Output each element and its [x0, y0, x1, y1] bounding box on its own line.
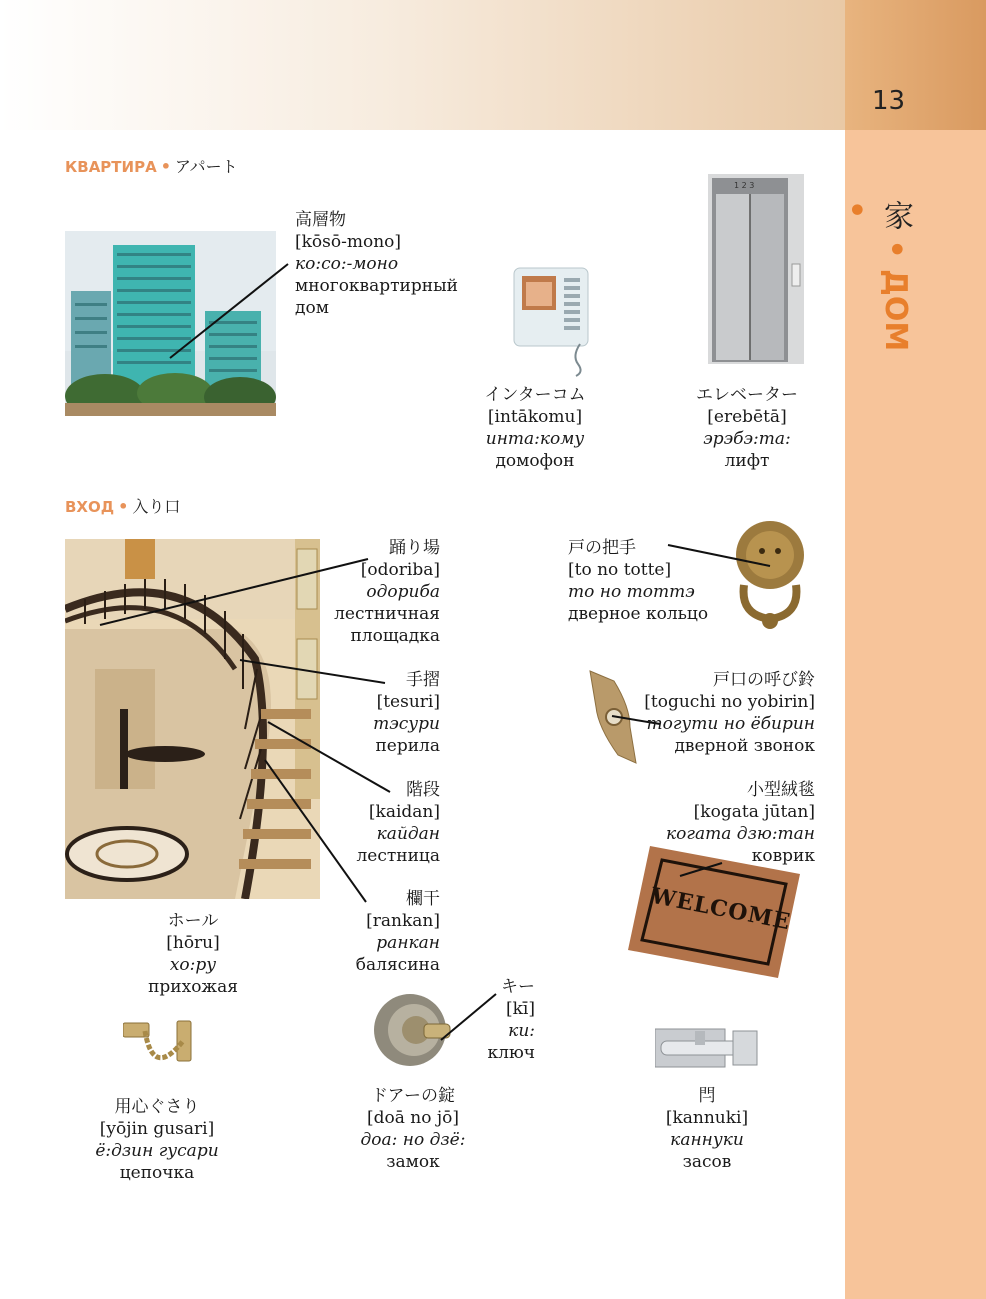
page-number: 13 [872, 86, 906, 116]
label-key: キー [kī] ки: ключ [487, 977, 535, 1063]
label-bolt: 閂 [kannuki] каннуки засов [665, 1086, 749, 1172]
label-door-lock: ドアーの錠 [doā no jō] доа: но дзё: замок [360, 1086, 466, 1172]
label-elevator: エレベーター [erebētā] эрэбэ:та: лифт [696, 385, 798, 471]
elevator-floor-indicator: 1 2 3 [734, 181, 755, 190]
chapter-title: 家 • ДОМ • [838, 200, 913, 352]
label-banister: 欄干 [rankan] ранкан балясина [355, 889, 440, 975]
chapter-jp: 家 [878, 200, 913, 230]
label-landing: 踊り場 [odoriba] одориба лестничная площадка [334, 538, 440, 646]
label-hall: ホール [hōru] хо:ру прихожая [148, 911, 238, 997]
label-staircase: 階段 [kaidan] кайдан лестница [356, 780, 440, 866]
label-door-chain: 用心ぐさり [yōjin gusari] ё:дзин гусари цепочка [95, 1097, 219, 1183]
label-door-knocker: 戸の把手 [to no totte] то но тоттэ дверное кольцо [568, 538, 709, 624]
section-apartment: КВАРТИРА • アパート [65, 157, 238, 176]
label-doormat: 小型絨毯 [kogata jūtan] когата дзю:тан коврик [666, 780, 815, 866]
label-doorbell: 戸口の呼び鈴 [toguchi no yobirin] тогути но ёбирин дверной звонок [644, 670, 815, 756]
label-intercom: インターコム [intākomu] инта:кому домофон [484, 385, 586, 471]
label-highrise: 高層物 [kōsō-mono] ко:со:-моно многоквартирный дом [295, 210, 458, 318]
label-handrail: 手摺 [tesuri] тэсури перила [373, 670, 440, 756]
section-entrance: ВХОД • 入り口 [65, 497, 181, 516]
mat-text: WELCOME [648, 882, 793, 936]
chapter-ru: ДОМ [878, 269, 913, 352]
